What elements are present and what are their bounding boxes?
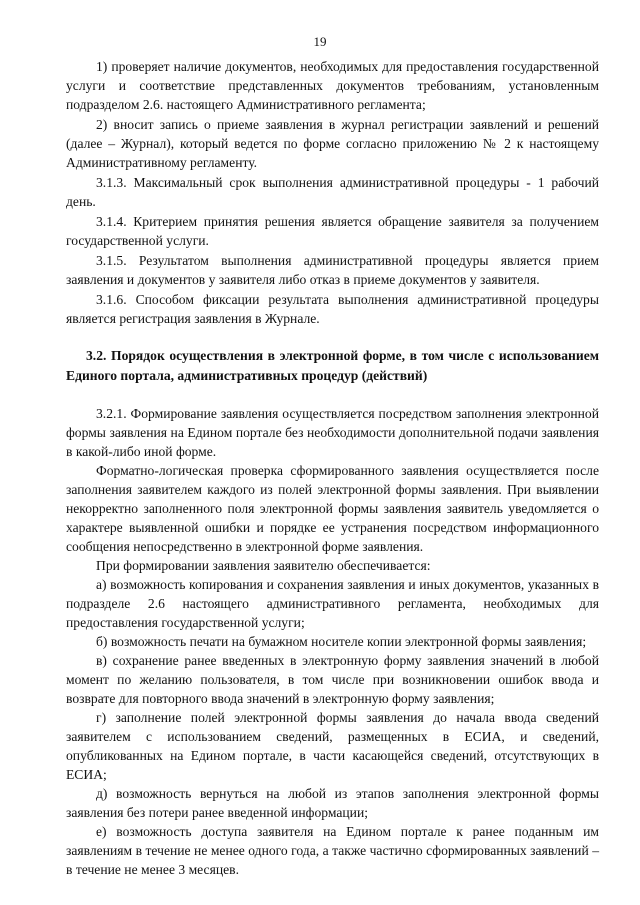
- paragraph-format-check: Форматно-логическая проверка сформированного заявления осуществляется после заполнения заявителем каждого из полей электронной формы заявления. При выявлении некорректно заполненного поля электронной формы заявления заявитель уведомляется о характере выявленной ошибки и порядке ее устранения посредством информационного сообщения непосредственно в электронной форме заявления.: [66, 463, 599, 554]
- list-item-d: д) возможность вернуться на любой из этапов заполнения электронной формы заявления без потери ранее введенной информации;: [66, 786, 599, 820]
- section-heading-3-2: 3.2. Порядок осуществления в электронной форме, в том числе с использованием Единого портала, административных процедур (действий): [66, 348, 599, 383]
- page-number: 19: [313, 34, 327, 49]
- list-item-a: а) возможность копирования и сохранения заявления и иных документов, указанных в подразделе 2.6 настоящего административного регламента, необходимых для предоставления государственной услуги;: [66, 577, 599, 630]
- list-item-g: г) заполнение полей электронной формы заявления до начала ввода сведений заявителем с использованием сведений, размещенных в ЕСИА, и сведений, опубликованных на Едином портале, в части касающейся сведений, отсутствующих в ЕСИА;: [66, 710, 599, 782]
- paragraph-3-1-4: 3.1.4. Критерием принятия решения является обращение заявителя за получением государственной услуги.: [66, 214, 599, 248]
- list-item-v: в) сохранение ранее введенных в электронную форму заявления значений в любой момент по желанию пользователя, в том числе при возникновении ошибок ввода и возврате для повторного ввода значений в электронную форму заявления;: [66, 653, 599, 706]
- paragraph-check-documents: 1) проверяет наличие документов, необходимых для предоставления государственной услуги и соответствие представленных документов требованиям, установленным подразделом 2.6. настоящего Административного регламента;: [66, 59, 599, 112]
- paragraph-3-2-1: 3.2.1. Формирование заявления осуществляется посредством заполнения электронной формы заявления на Едином портале без необходимости дополнительной подачи заявления в какой-либо иной форме.: [66, 406, 599, 459]
- paragraph-3-1-5: 3.1.5. Результатом выполнения административной процедуры является прием заявления и документов у заявителя либо отказ в приеме документов у заявителя.: [66, 253, 599, 287]
- list-item-b: б) возможность печати на бумажном носителе копии электронной формы заявления;: [96, 634, 587, 649]
- paragraph-journal-entry: 2) вносит запись о приеме заявления в журнал регистрации заявлений и решений (далее – Журнал), который ведется по форме согласно приложению № 2 к настоящему Административному регламенту.: [66, 117, 599, 170]
- paragraph-3-1-6: 3.1.6. Способом фиксации результата выполнения административной процедуры является регистрация заявления в Журнале.: [66, 292, 599, 326]
- paragraph-provided-intro: При формировании заявления заявителю обеспечивается:: [96, 558, 431, 573]
- list-item-e: е) возможность доступа заявителя на Едином портале к ранее поданным им заявлениям в течение не менее одного года, а также частично сформированных заявлений – в течение не менее 3 месяцев.: [66, 824, 599, 877]
- document-body: [66, 57, 599, 879]
- paragraph-3-1-3: 3.1.3. Максимальный срок выполнения административной процедуры - 1 рабочий день.: [66, 175, 599, 209]
